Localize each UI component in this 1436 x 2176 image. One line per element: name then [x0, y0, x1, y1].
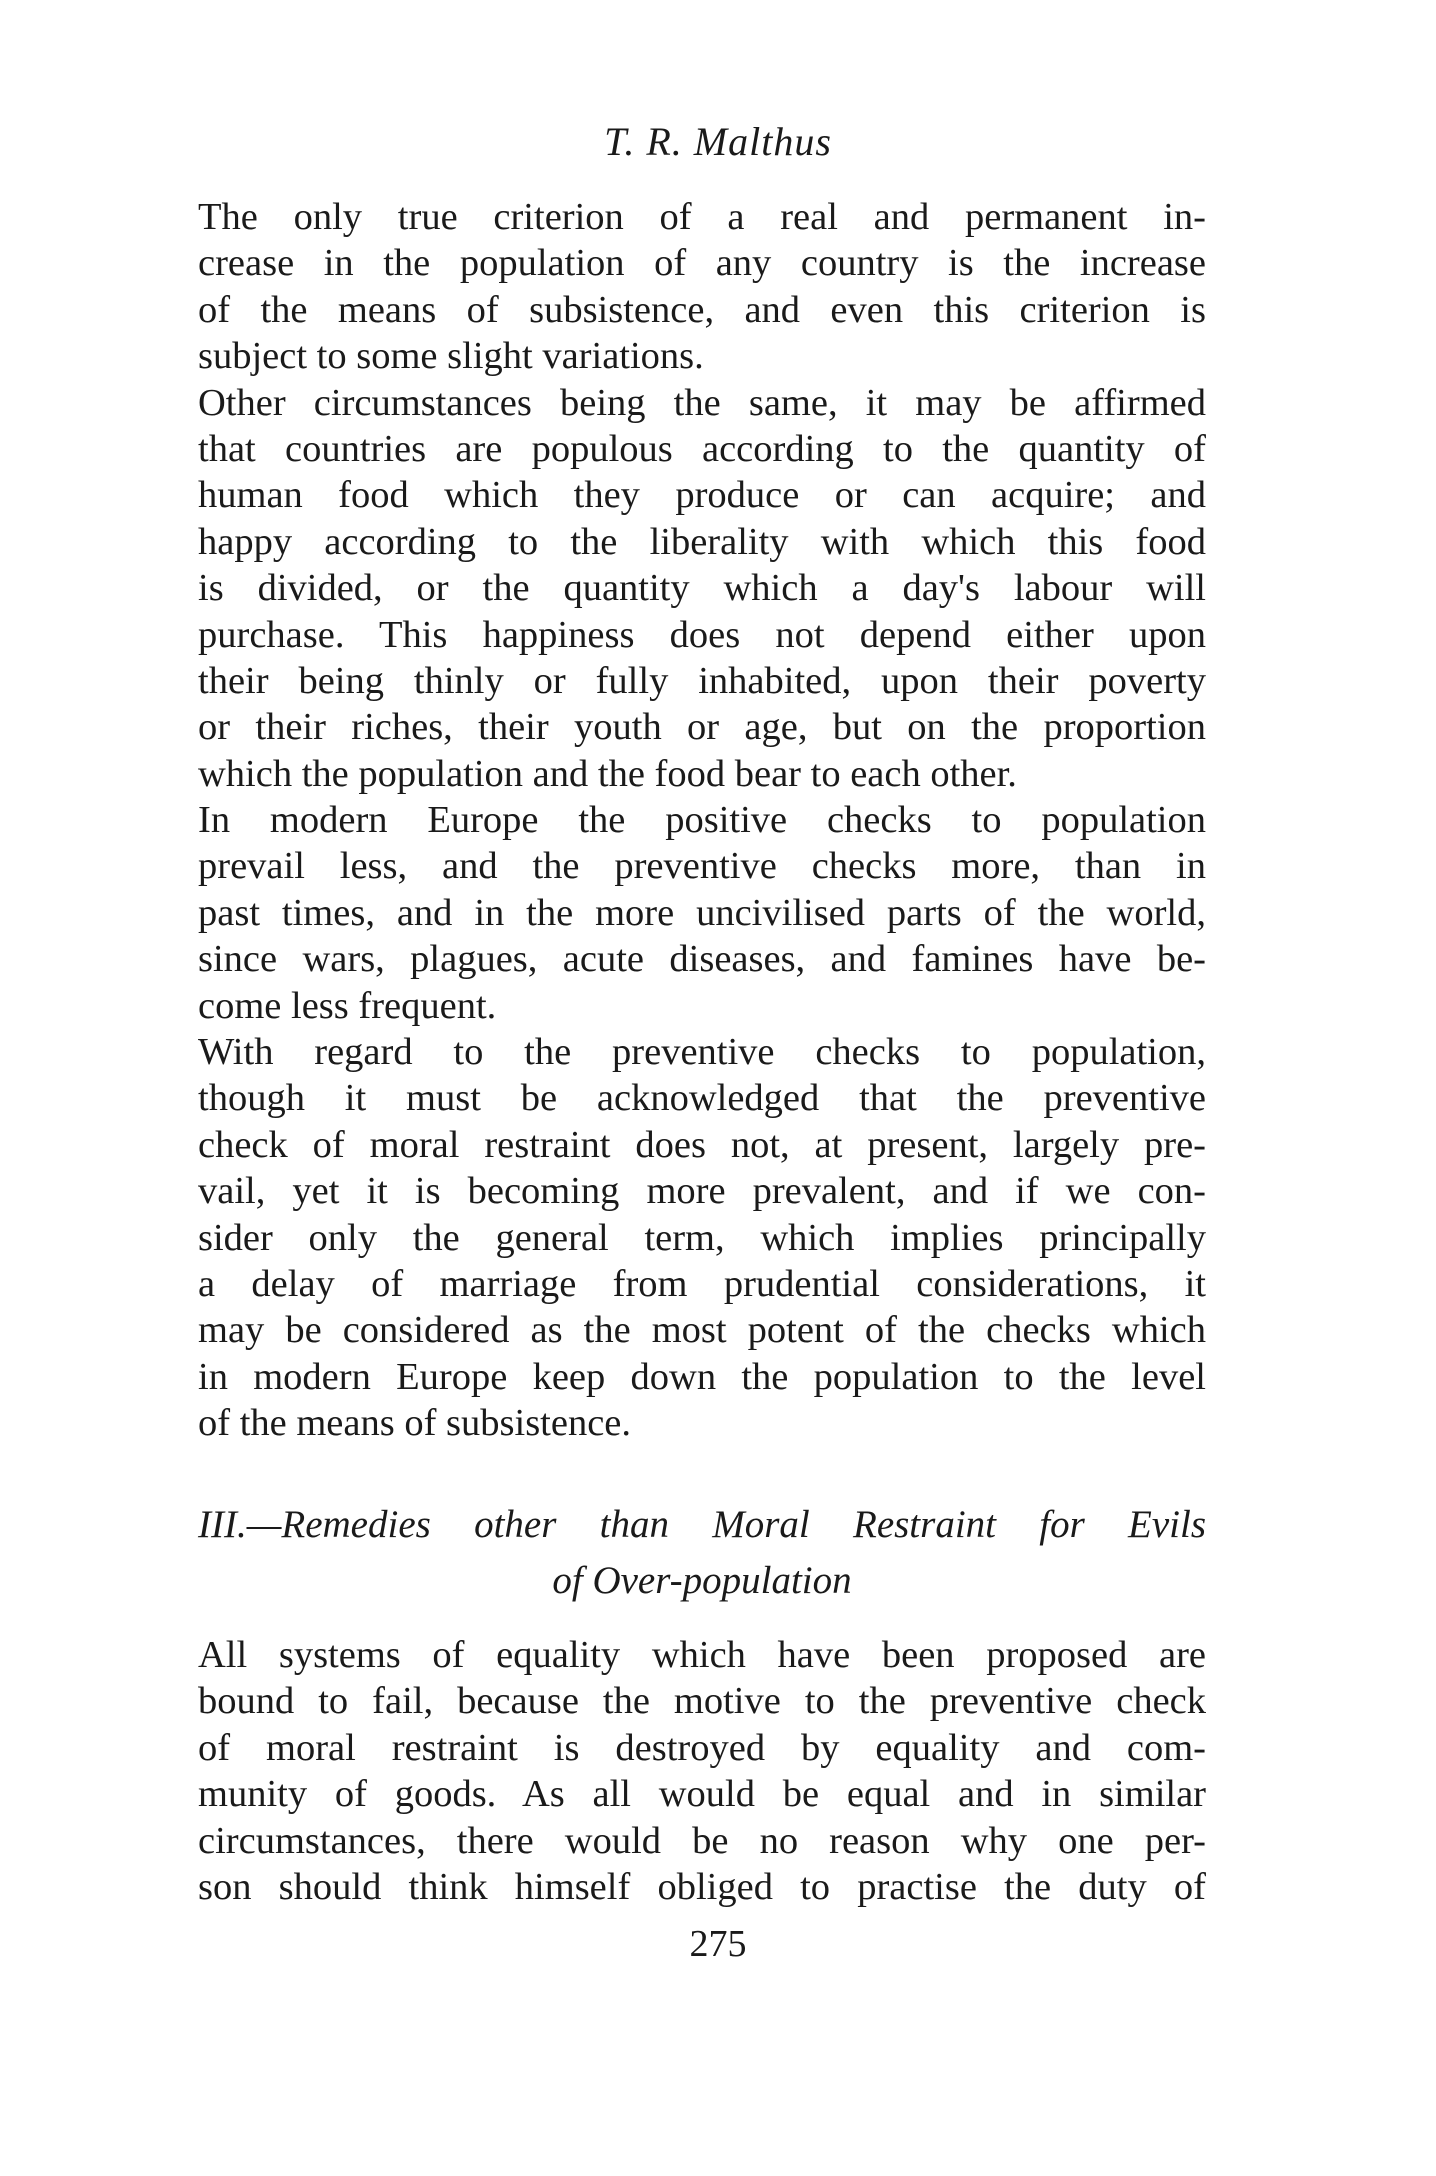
text-line: With regard to the preventive checks to population, [198, 1031, 1206, 1074]
running-head: T. R. Malthus [604, 119, 832, 164]
text-line: of the means of subsistence. [198, 1402, 632, 1445]
text-line: check of moral restraint does not, at present, largely pre- [198, 1123, 1206, 1166]
text-line: bound to fail, because the motive to the preventive check [198, 1680, 1206, 1723]
text-line: may be considered as the most potent of the checks which [198, 1309, 1206, 1352]
text-line: The only true criterion of a real and permanent in- [198, 196, 1206, 238]
paragraph [198, 1029, 1206, 1447]
text-line: son should think himself obliged to practise the duty of [198, 1865, 1206, 1908]
text-line: past times, and in the more uncivilised parts of the world, [198, 891, 1206, 934]
text-line: in modern Europe keep down the population to the level [198, 1355, 1206, 1398]
text-line: happy according to the liberality with which this food [198, 520, 1206, 563]
paragraph [198, 194, 1206, 380]
text-line: munity of goods. As all would be equal and in similar [198, 1773, 1206, 1816]
text-line: their being thinly or fully inhabited, upon their poverty [198, 659, 1206, 702]
paragraph [198, 380, 1206, 798]
text-line: Other circumstances being the same, it may be affirmed [198, 381, 1206, 424]
paragraph [198, 1632, 1206, 1910]
text-line: that countries are populous according to the quantity of [198, 427, 1206, 470]
paragraph [198, 797, 1206, 1029]
text-line: though it must be acknowledged that the preventive [198, 1077, 1206, 1120]
text-line: vail, yet it is becoming more prevalent, and if we con- [198, 1170, 1206, 1213]
body-text-after-heading [198, 1632, 1206, 1910]
text-line: sider only the general term, which implies principally [198, 1216, 1206, 1259]
text-line: In modern Europe the positive checks to population [198, 799, 1206, 842]
text-line: circumstances, there would be no reason why one per- [198, 1819, 1206, 1862]
text-line: human food which they produce or can acquire; and [198, 474, 1206, 517]
text-line: or their riches, their youth or age, but on the proportion [198, 706, 1206, 749]
page-number: 275 [689, 1923, 747, 1965]
text-line: come less frequent. [198, 984, 497, 1027]
text-line: is divided, or the quantity which a day's labour will [198, 567, 1206, 610]
text-line: prevail less, and the preventive checks more, than in [198, 845, 1206, 888]
text-line: of moral restraint is destroyed by equality and com- [198, 1726, 1206, 1769]
text-line: of the means of subsistence, and even this criterion is [198, 288, 1206, 331]
body-text-before-heading [198, 194, 1206, 1447]
text-line: All systems of equality which have been proposed are [198, 1634, 1206, 1676]
section-heading [198, 1497, 1206, 1609]
text-line: which the population and the food bear to each other. [198, 752, 1017, 795]
section-heading-line-1: III.—Remedies other than Moral Restraint for Evils [198, 1503, 1206, 1546]
text-line: subject to some slight variations. [198, 335, 704, 378]
text-line: a delay of marriage from prudential considerations, it [198, 1262, 1206, 1305]
text-line: purchase. This happiness does not depend either upon [198, 613, 1206, 656]
text-line: since wars, plagues, acute diseases, and famines have be- [198, 938, 1206, 981]
section-heading-line-2: of Over-population [552, 1559, 852, 1602]
text-line: crease in the population of any country is the increase [198, 242, 1206, 285]
